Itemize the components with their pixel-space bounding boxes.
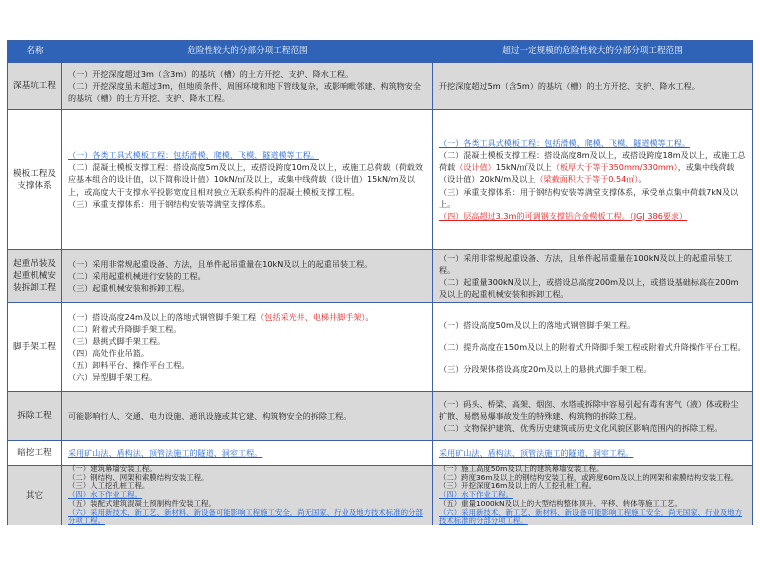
scope-line: （三）承重支撑体系：用于钢结构安装等满堂支撑体系。 — [68, 198, 271, 209]
scope-line: （二）跨度36m及以上的钢结构安装工程，或跨度60m及以上的网架和索膜结构安装工程。 — [439, 472, 739, 482]
scope-line: （五）卸料平台、操作平台工程。 — [68, 360, 190, 371]
scope-line: （一）开挖深度超过3m（含3m）的基坑（槽）的土方开挖、支护、降水工程。 — [68, 68, 354, 79]
text-run: ，或集中线荷载（设计值）20kN/m及以上 — [439, 162, 735, 185]
scope-line-highlight: （四）水下作业工程。 — [68, 490, 142, 500]
row-name: 模板工程及支撑体系 — [8, 110, 62, 249]
scope-line: （二）混凝土模板支撑工程：搭设高度5m及以上，或搭设跨度10m及以上，或施工总荷载（荷载效应基本组合的设计值，以下简称设计值）10kN/㎡及以上，或集中线荷载（设计值）15kN/m及以上，或高度大于支撑水平投影宽度且相对独立无联系构件的混凝土模板支撑工程。 — [68, 162, 423, 197]
scope-line: （一）建筑幕墙安装工程。 — [68, 464, 157, 474]
table-row-other — [8, 465, 752, 525]
row-large-scope — [433, 392, 752, 440]
scope-line: 开挖深度超过5m（含5m）的基坑（槽）的土方开挖、支护、降水工程。 — [439, 80, 700, 91]
scope-line: （四）高处作业吊篮。 — [68, 348, 149, 358]
table-row-formwork — [8, 109, 752, 249]
text-run: 。 — [365, 311, 374, 322]
row-name: 起重吊装及起重机械安装拆卸工程 — [8, 250, 62, 302]
scope-line: （二）采用起重机械进行安装的工程。 — [68, 270, 206, 281]
scope-line: （三）起重机械安装和拆卸工程。 — [68, 283, 190, 294]
text-run-red: （梁截面积大于等于0.54㎡） — [535, 174, 639, 185]
scope-line-highlight: 采用矿山法、盾构法、顶管法施工的隧道、洞室工程。 — [439, 447, 634, 458]
header-scope: 危险性较大的分部分项工程范围 — [187, 46, 308, 56]
scope-line — [439, 149, 746, 185]
scope-line-highlight: （六）采用新技术、新工艺、新材料、新设备可能影响工程施工安全，尚无国家、行业及地方技术标准的分部分项工程。 — [68, 507, 423, 526]
row-scope — [62, 250, 433, 302]
row-large-scope — [433, 303, 752, 391]
hazard-scope-table — [7, 40, 753, 525]
row-scope — [62, 110, 433, 249]
scope-line: （五）装配式建筑混凝土预制构件安装工程。 — [68, 498, 216, 508]
row-name: 拆除工程 — [8, 392, 62, 440]
scope-line: （一）搭设高度50m及以上的落地式钢管脚手架工程。 — [439, 319, 636, 330]
table-row-scaffold — [8, 302, 752, 391]
row-name: 深基坑工程 — [8, 63, 62, 109]
scope-line: （二）钢结构、网架和索膜结构安装工程。 — [68, 472, 209, 482]
scope-line: （三）开挖深度16m及以上的人工挖孔桩工程。 — [439, 481, 597, 491]
row-large-scope — [433, 110, 752, 249]
row-scope — [62, 466, 433, 525]
text-run-red: （包括采光井、电梯井脚手架） — [256, 311, 366, 322]
text-run-red: （设计值） — [455, 162, 496, 173]
scope-line: （六）异型脚手架工程。 — [68, 372, 158, 383]
table-row-deep-pit — [8, 62, 752, 109]
scope-line: （五）重量1000kN及以上的大型结构整体顶升、平移、转体等施工工艺。 — [439, 498, 682, 508]
row-scope — [62, 441, 433, 465]
row-large-scope — [433, 466, 752, 525]
scope-line: （二）提升高度在150m及以上的附着式升降脚手架工程或附着式升降操作平台工程。 — [439, 341, 746, 352]
table-row-lifting — [8, 249, 752, 302]
row-large-scope — [433, 250, 752, 302]
scope-line: （三）悬挑式脚手架工程。 — [68, 335, 166, 346]
scope-line: （三）人工挖孔桩工程。 — [68, 481, 150, 491]
header-name: 名称 — [26, 46, 44, 56]
scope-line: （二）附着式升降脚手架工程。 — [68, 323, 182, 334]
scope-line — [68, 311, 426, 323]
scope-line: （一）施工高度50m及以上的建筑幕墙安装工程。 — [439, 464, 604, 474]
scope-line: （二）起重量300kN及以上，或搭设总高度200m及以上，或搭设基础标高在200m及以上的起重机械安装和拆卸工程。 — [439, 277, 739, 300]
row-scope — [62, 303, 433, 391]
row-large-scope — [433, 441, 752, 465]
scope-line-highlight: （一）各类工具式模板工程：包括滑模、爬模、飞模、隧道模等工程。 — [439, 138, 690, 149]
row-large-scope — [433, 63, 752, 109]
scope-line: 可能影响行人、交通、电力设施、通讯设施或其它建、构筑物安全的拆除工程。 — [68, 410, 352, 421]
scope-line: （一）码头、桥梁、高架、烟囱、水塔或拆除中容易引起有毒有害气（液）体或粉尘扩散、易燃易爆事故发生的特殊建、构筑物的拆除工程。 — [439, 398, 739, 421]
row-scope — [62, 392, 433, 440]
text-run-red: （板厚大于等于350mm/330mm） — [551, 162, 678, 173]
table-row-demolition — [8, 391, 752, 440]
scope-line-highlight: （四）水下作业工程。 — [439, 490, 513, 500]
scope-line-red: （四）层高超过3.3m的可调钢支撑铝合金模板工程。（JGJ 386要求） — [439, 210, 688, 221]
scope-line: （一）采用非常规起重设备、方法，且单件起吊重量在10kN及以上的起重吊装工程。 — [68, 258, 373, 269]
scope-line-highlight: （六）采用新技术、新工艺、新材料、新设备可能影响工程施工安全，尚无国家、行业及地方技术标准的分部分项工程。 — [439, 507, 743, 526]
scope-line: （一）采用非常规起重设备、方法，且单件起吊重量在100kN及以上的起重吊装工程。 — [439, 252, 733, 275]
table-row-underground — [8, 440, 752, 465]
text-run: （二）混凝土模板支撑工程：搭设高度8m及以上，或搭设跨度18m及以上，或施工总荷载 — [439, 150, 746, 173]
row-name: 暗挖工程 — [8, 441, 62, 465]
scope-line-highlight: （一）各类工具式模板工程：包括滑模、爬模、飞模、隧道模等工程。 — [68, 150, 319, 161]
scope-line: （三）承重支撑体系：用于钢结构安装等满堂支撑体系，承受单点集中荷载7kN及以上。 — [439, 186, 739, 209]
header-large-scope: 超过一定规模的危险性较大的分部分项工程范围 — [502, 46, 683, 56]
row-name: 其它 — [8, 466, 62, 525]
scope-line: （三）分段架体搭设高度20m及以上的悬挑式脚手架工程。 — [439, 364, 652, 375]
scope-line: （二）开挖深度虽未超过3m，但地质条件、周围环境和地下管线复杂，或影响毗邻建、构筑物安全的基坑（槽）的土方开挖、支护、降水工程。 — [68, 80, 421, 104]
row-scope — [62, 63, 433, 109]
text-run: 15kN/㎡及以上 — [495, 162, 552, 173]
text-run: （一）搭设高度24m及以上的落地式钢管脚手架工程 — [68, 311, 257, 322]
table-header — [8, 41, 752, 62]
scope-line-highlight: 采用矿山法、盾构法、顶管法施工的隧道、洞室工程。 — [68, 447, 263, 458]
row-name: 脚手架工程 — [8, 303, 62, 391]
scope-line: （二）文物保护建筑、优秀历史建筑或历史文化风貌区影响范围内的拆除工程。 — [439, 423, 723, 434]
text-run: 。 — [638, 174, 647, 185]
